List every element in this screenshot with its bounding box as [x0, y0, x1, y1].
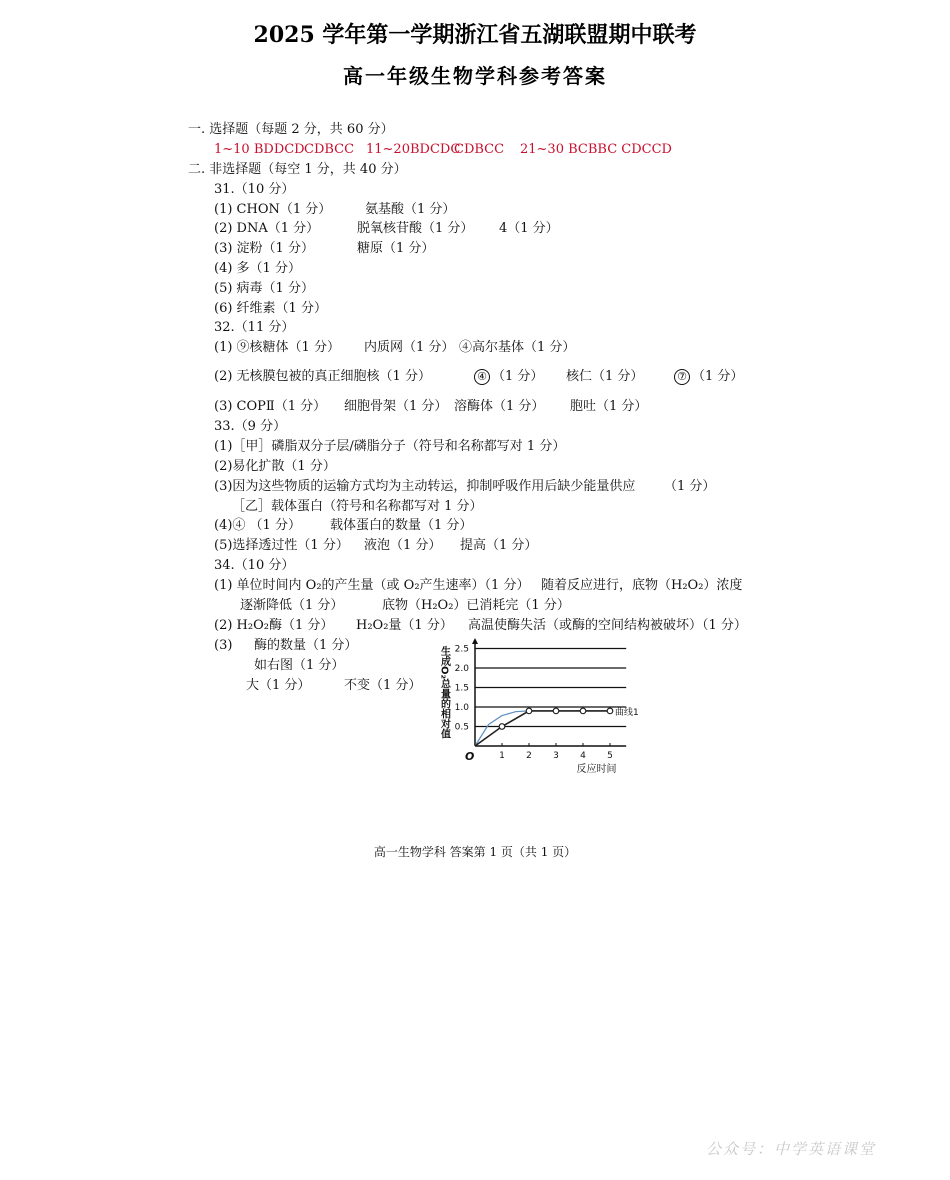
q34-3a: (3): [214, 638, 233, 653]
answer-key-subtitle: 高一年级生物学科参考答案: [343, 64, 607, 88]
q33-5b: 液泡（1 分）: [364, 538, 442, 553]
q32-1b: 内质网（1 分）: [364, 340, 455, 355]
watermark: 公众号：中学英语课堂: [706, 1140, 877, 1158]
curve-1-point: [526, 708, 532, 714]
answers-6-10: CDBCC: [304, 142, 355, 157]
q32-row3: [214, 399, 674, 415]
y-axis-title: 生成O₂总量的相对值: [438, 646, 450, 739]
q31-row1: [214, 202, 614, 218]
q31-row2: [214, 221, 614, 237]
q31-row3: [214, 241, 614, 257]
curve-1: [475, 711, 610, 746]
exam-title: 2025 学年第一学期浙江省五湖联盟期中联考: [253, 22, 697, 48]
q33-4b: 载体蛋白的数量（1 分）: [330, 518, 473, 533]
y-tick-label: 1.0: [454, 703, 469, 713]
q32-label: 32.（11 分）: [214, 320, 295, 335]
x-tick-label: 4: [580, 751, 586, 761]
section2-heading: 二. 非选择题（每空 1 分，共 40 分）: [188, 162, 407, 177]
q32-3a: (3) COPⅡ（1 分）: [214, 399, 327, 414]
q31-label: 31.（10 分）: [214, 182, 295, 197]
q31-2a: (2) DNA（1 分）: [214, 221, 320, 236]
section1-heading: 一. 选择题（每题 2 分，共 60 分）: [188, 122, 394, 137]
q32-2d: （1 分）: [692, 369, 744, 384]
curve-1-point: [499, 724, 505, 730]
q34-row1: [214, 578, 774, 594]
q32-row1: [214, 340, 634, 356]
y-tick-label: 2.5: [454, 644, 469, 655]
q34-3c: 大（1 分）: [246, 678, 311, 693]
y-tick-label: 1.5: [454, 683, 469, 694]
x-tick-label: 5: [607, 751, 613, 761]
q32-1a: (1) ⑨核糖体（1 分）: [214, 340, 340, 355]
q34-1b: 随着反应进行，底物（H₂O₂）浓度: [541, 578, 743, 593]
q34-row1b: [240, 598, 640, 614]
q34-3b: 酶的数量（1 分）: [254, 638, 358, 653]
curve-1-label: 曲线1: [615, 707, 639, 718]
page-footer: 高一生物学科 答案第 1 页（共 1 页）: [373, 845, 577, 859]
q32-3c: 溶酶体（1 分）: [454, 399, 545, 414]
q33-row1: (1)［甲］磷脂双分子层/磷脂分子（符号和名称都写对 1 分）: [214, 439, 566, 454]
q31-row5: (5) 病毒（1 分）: [214, 281, 314, 296]
q32-1c: ④高尔基体（1 分）: [459, 340, 576, 355]
x-tick-label: 2: [526, 751, 532, 761]
origin-label: O: [465, 750, 475, 763]
answers-1-5: 1~10 BDDCD: [214, 142, 305, 157]
q31-1b: 氨基酸（1 分）: [365, 202, 456, 217]
q34-3d: 不变（1 分）: [344, 678, 422, 693]
q31-2b: 脱氧核苷酸（1 分）: [357, 221, 474, 236]
answers-16-20: CDBCC: [454, 142, 505, 157]
q34-row2: [214, 618, 774, 634]
q34-label: 34.（10 分）: [214, 558, 295, 573]
q33-label: 33.（9 分）: [214, 419, 287, 434]
q31-3a: (3) 淀粉（1 分）: [214, 241, 314, 256]
q34-1c: 逐渐降低（1 分）: [240, 598, 344, 613]
q34-1d: 底物（H₂O₂）已消耗完（1 分）: [382, 598, 570, 613]
x-tick-label: 1: [499, 751, 505, 761]
x-axis-title: 反应时间: [576, 764, 617, 775]
curve-1-point: [553, 708, 559, 714]
q32-2a: (2) 无核膜包被的真正细胞核（1 分）: [214, 369, 431, 384]
q33-row3: [214, 479, 734, 495]
y-axis-arrow: [472, 638, 478, 644]
q32-3d: 胞吐（1 分）: [570, 399, 648, 414]
q32-row2: [214, 369, 754, 387]
q33-row5: [214, 538, 614, 554]
q33-5c: 提高（1 分）: [460, 538, 538, 553]
q34-2a: (2) H₂O₂酶（1 分）: [214, 618, 334, 633]
q33-3b: （1 分）: [664, 479, 716, 494]
q33-row2: (2)易化扩散（1 分）: [214, 459, 336, 474]
choice-answers: [214, 142, 674, 158]
q34-2c: 高温使酶失活（或酶的空间结构被破坏）（1 分）: [468, 618, 747, 633]
q34-row3c: [246, 678, 446, 694]
q33-5a: (5)选择透过性（1 分）: [214, 538, 349, 553]
curve-1-point: [607, 708, 613, 714]
x-tick-label: 3: [553, 751, 559, 761]
q32-2c: 核仁（1 分）: [566, 369, 644, 384]
o2-production-chart: [430, 636, 680, 776]
q34-2b: H₂O₂量（1 分）: [356, 618, 453, 633]
q31-3b: 糖原（1 分）: [357, 241, 435, 256]
y-tick-label: 2.0: [454, 664, 469, 674]
q34-row3b: 如右图（1 分）: [254, 658, 345, 673]
q33-row4: [214, 518, 614, 534]
y-tick-label: 0.5: [454, 722, 469, 733]
curve-2: [475, 711, 610, 746]
q31-1a: (1) CHON（1 分）: [214, 202, 332, 217]
q33-3a: (3)因为这些物质的运输方式均为主动转运，抑制呼吸作用后缺少能量供应: [214, 479, 636, 494]
circled-7: ⑦: [674, 369, 690, 385]
circled-4: ④: [474, 369, 490, 385]
q31-row6: (6) 纤维素（1 分）: [214, 301, 327, 316]
q33-4a: (4)④ （1 分）: [214, 518, 301, 533]
q32-2b: （1 分）: [492, 369, 544, 384]
q33-row3b: ［乙］载体蛋白（符号和名称都写对 1 分）: [232, 499, 483, 514]
answers-11-15: 11~20BDCDC: [366, 142, 461, 157]
q31-row4: (4) 多（1 分）: [214, 261, 301, 276]
curve-1-point: [580, 708, 586, 714]
answers-21-30: 21~30 BCBBC CDCCD: [520, 142, 672, 157]
q34-row3: [214, 638, 414, 654]
q31-2c: 4（1 分）: [499, 221, 559, 236]
q32-3b: 细胞骨架（1 分）: [344, 399, 448, 414]
q34-1a: (1) 单位时间内 O₂的产生量（或 O₂产生速率）（1 分）: [214, 578, 530, 593]
